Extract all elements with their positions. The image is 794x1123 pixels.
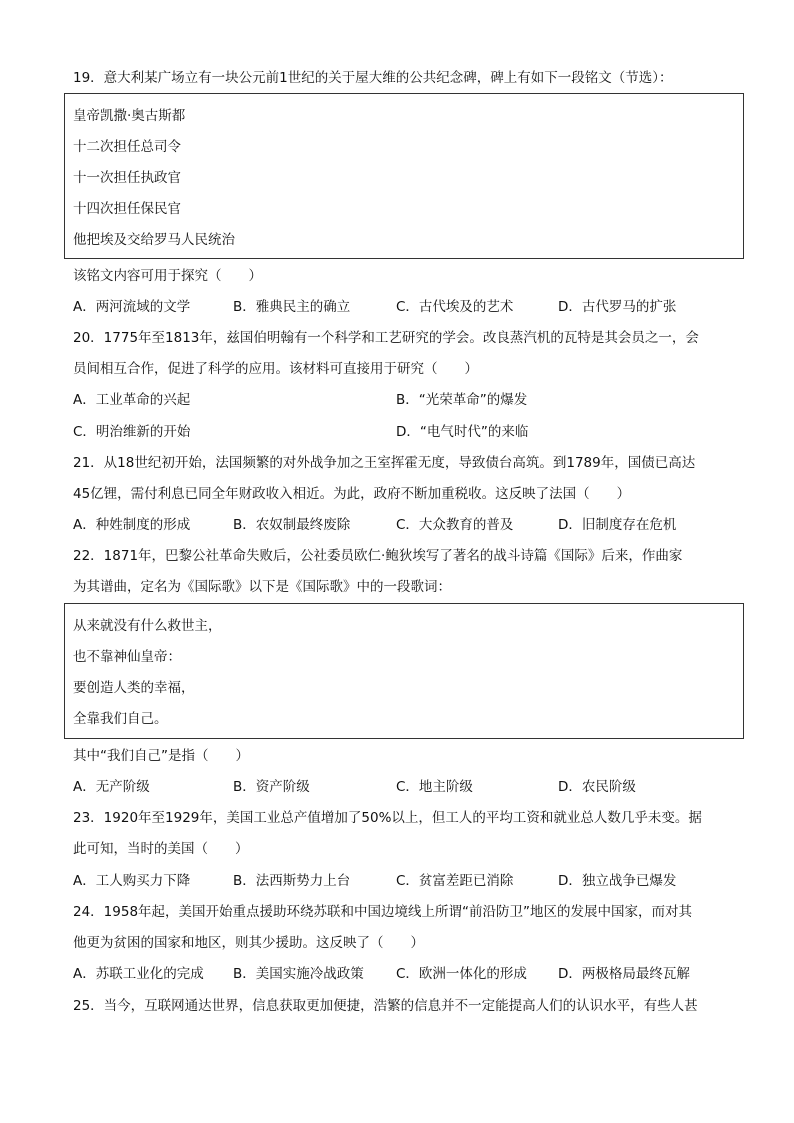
q25-stem-line1: 25．当今，互联网通达世界，信息获取更加便捷，浩繁的信息并不一定能提高人们的认识水平，有些人甚 xyxy=(73,998,698,1014)
q19-option-d: D．古代罗马的扩张 xyxy=(558,299,677,315)
q20-stem-line1: 20．1775年至1813年，兹国伯明翰有一个科学和工艺研究的学会。改良蒸汽机的瓦特是其会员之一，会 xyxy=(73,330,699,346)
q23-option-a: A．工人购买力下降 xyxy=(73,873,191,889)
q19-option-c: C．古代埃及的艺术 xyxy=(396,299,514,315)
q22-lyrics-box xyxy=(64,603,744,739)
q19-option-b: B．雅典民主的确立 xyxy=(233,299,351,315)
q22-option-b: B．资产阶级 xyxy=(233,779,310,795)
q22-stem-line2: 为其谱曲，定名为《国际歌》以下是《国际歌》中的一段歌词： xyxy=(73,579,451,595)
q22-option-a: A．无产阶级 xyxy=(73,779,150,795)
q21-option-a: A．种姓制度的形成 xyxy=(73,517,191,533)
q24-option-a: A．苏联工业化的完成 xyxy=(73,966,204,982)
q23-option-c: C．贫富差距已消除 xyxy=(396,873,514,889)
q24-option-d: D．两极格局最终瓦解 xyxy=(558,966,690,982)
q22-lyric-line: 从来就没有什么救世主， xyxy=(73,618,222,634)
q20-stem-line2: 员间相互合作，促进了科学的应用。该材料可直接用于研究（ ） xyxy=(73,361,478,377)
q20-option-b: B．“光荣革命”的爆发 xyxy=(396,392,528,408)
q20-option-d: D．“电气时代”的来临 xyxy=(396,424,529,440)
q22-lyric-line: 要创造人类的幸福， xyxy=(73,680,195,696)
q20-option-a: A．工业革命的兴起 xyxy=(73,392,191,408)
q21-option-d: D．旧制度存在危机 xyxy=(558,517,677,533)
q19-option-a: A．两河流域的文学 xyxy=(73,299,191,315)
q19-inscription-box xyxy=(64,93,744,259)
q22-option-d: D．农民阶级 xyxy=(558,779,636,795)
q19-inscription-line: 十四次担任保民官 xyxy=(73,201,181,217)
q21-stem-line1: 21．从18世纪初开始，法国频繁的对外战争加之王室挥霍无度，导致债台高筑。到1789年，国债已高达 xyxy=(73,455,696,471)
q21-option-c: C．大众教育的普及 xyxy=(396,517,514,533)
q19-question: 该铭文内容可用于探究（ ） xyxy=(73,268,262,284)
q23-option-d: D．独立战争已爆发 xyxy=(558,873,677,889)
q19-inscription-line: 十一次担任执政官 xyxy=(73,170,181,186)
q22-option-c: C．地主阶级 xyxy=(396,779,473,795)
q23-stem-line1: 23．1920年至1929年，美国工业总产值增加了50%以上，但工人的平均工资和就业总人数几乎未变。据 xyxy=(73,810,702,826)
q23-option-b: B．法西斯势力上台 xyxy=(233,873,351,889)
q23-stem-line2: 此可知，当时的美国（ ） xyxy=(73,841,249,857)
q22-stem-line1: 22．1871年，巴黎公社革命失败后，公社委员欧仁·鲍狄埃写了著名的战斗诗篇《国际》后来，作曲家 xyxy=(73,548,683,564)
q19-inscription-line: 皇帝凯撒·奥古斯都 xyxy=(73,108,186,124)
q24-stem-line2: 他更为贫困的国家和地区，则其少援助。这反映了（ ） xyxy=(73,935,424,951)
q24-option-c: C．欧洲一体化的形成 xyxy=(396,966,527,982)
q22-question: 其中“我们自己”是指（ ） xyxy=(73,748,249,764)
q22-lyric-line: 全靠我们自己。 xyxy=(73,711,168,727)
q19-inscription-line: 他把埃及交给罗马人民统治 xyxy=(73,232,235,248)
q24-stem-line1: 24．1958年起，美国开始重点援助环绕苏联和中国边境线上所谓“前沿防卫”地区的发展中国家，而对其 xyxy=(73,904,693,920)
q20-option-c: C．明治维新的开始 xyxy=(73,424,191,440)
q24-option-b: B．美国实施冷战政策 xyxy=(233,966,364,982)
q19-inscription-line: 十二次担任总司令 xyxy=(73,139,181,155)
q21-stem-line2: 45亿锂，需付利息已同全年财政收入相近。为此，政府不断加重税收。这反映了法国（ ） xyxy=(73,486,631,502)
q19-stem: 19．意大利某广场立有一块公元前1世纪的关于屋大维的公共纪念碑，碑上有如下一段铭文（节选）： xyxy=(73,70,673,86)
q22-lyric-line: 也不靠神仙皇帝： xyxy=(73,649,181,665)
q21-option-b: B．农奴制最终废除 xyxy=(233,517,351,533)
